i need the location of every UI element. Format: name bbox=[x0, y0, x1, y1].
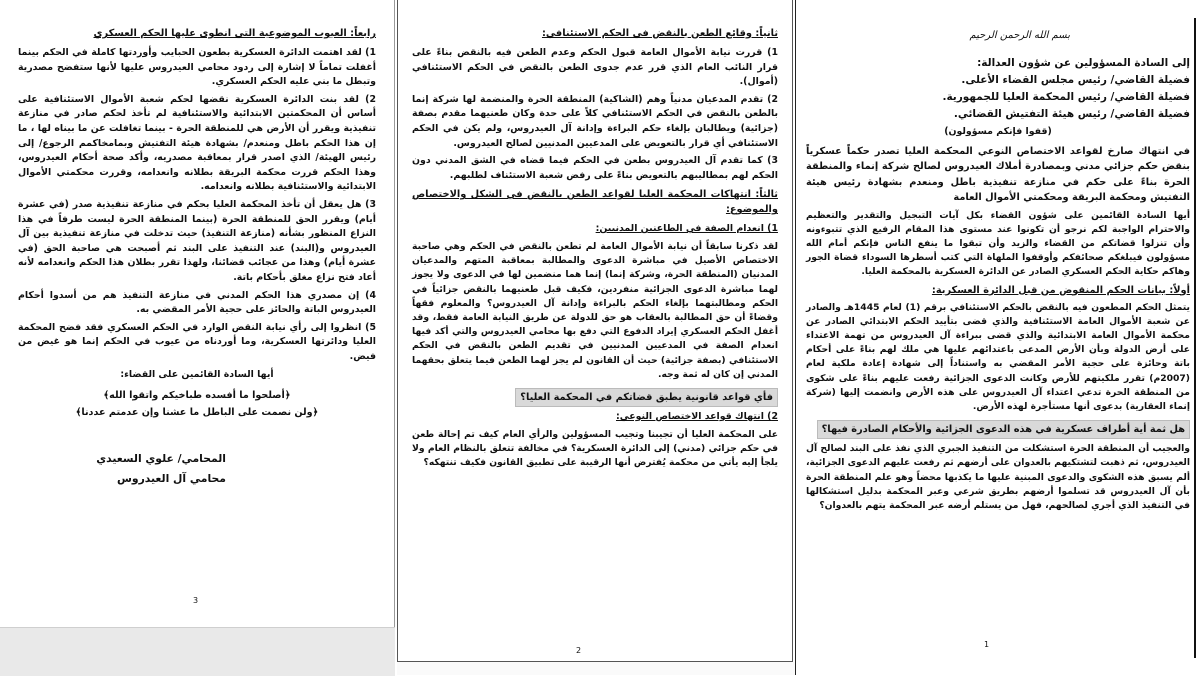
paragraph: 2) تقدم المدعيان مدنياً وهم (الشاكية) المنطقة الحرة والمنضمة لها شركة إنما بالطعن بالنقض في الحكم الاستئنافي كلاً على حدة وكان طعنيهما مقدم بصفة (جزائية) ويطالبان بإلغاء حكم البراءة وإدانة آل العيدروس، ولم يكن في الحكم الاستئنافي أي قرار بالتعويض على المدعيين المدنيين لصالح العيدروس. bbox=[412, 93, 778, 149]
page-number: 2 bbox=[576, 646, 582, 655]
subsection-heading: 1) انعدام الصفة في الطاعنين المدنيين: bbox=[595, 223, 778, 235]
paragraph: 5) انظروا إلى رأي نيابة النقض الوارد في الحكم العسكري فقد فضح المحكمة العليا ودائرتها العسكرية، وما أوردناه من عيوب في الحكم إنما هو غيض من فيض. bbox=[18, 321, 376, 362]
paragraph: 3) كما تقدم آل العيدروس بطعن في الحكم فيما قضاه في الشق المدني دون الحكم لهم بمطاليبهم بالتعويض بناءً على رفض شعبة الاستئناف لطلبهم. bbox=[412, 155, 778, 181]
document-page-2 bbox=[397, 0, 793, 662]
closing-address: أيها السادة القائمين على القضاء: bbox=[120, 369, 274, 381]
closing-quote: ﴿ولن نصمت على الباطل ما عشنا وإن عدمتم عددنا﴾ bbox=[75, 407, 319, 419]
intro-statement: في انتهاك صارخ لقواعد الاختصاص النوعي المحكمة العليا تصدر حكماً عسكرياً بنقض حكم جزائي مدني وبمصادرة أملاك العيدروس لصالح شركة إنماء والمنطقة الحرة بناءً على حكم في منازعة تنفيذية باطل ومنعدم بشهادة رئيس هيئة التفتيش ومحكمة البريقة ومحكمتي الأموال العامة bbox=[806, 145, 1190, 204]
paragraph: 4) إن مصدري هذا الحكم المدني في منازعة التنفيذ هم من أسدوا أحكام العيدروس الباتة والحائز على حجية الأمر المقضي به. bbox=[18, 289, 376, 316]
highlighted-question: فأي قواعد قانونية يطبق قضاتكم في المحكمة العليا؟ bbox=[515, 388, 778, 407]
document-page-1 bbox=[795, 0, 1200, 675]
section-heading: أولاً: بيانات الحكم المنقوض من قبل الدائرة العسكرية: bbox=[931, 284, 1190, 296]
paragraph: أيها السادة القائمين على شؤون القضاء بكل آيات التبجيل والتقدير والتعظيم والاحترام الواجبة لكم نرجو أن تكونوا عند مستوى هذا المقام الرفيع الذي تتبوءونه وأن تنزلوا قضاتكم من القضاء والزيد وأن تبقوا ما ينفع الناس فإنكم أمام الله مسؤولون فيبلغكم صحائفكم وأوقفوا الملهاة التي كتب أسطرها السوداء قضاة الجور وهاكم حكاية الحكم العسكري الصادر عن الدائرة العسكرية بالمحكمة العليا. bbox=[806, 209, 1190, 278]
addressee-line: فضيلة القاضي/ رئيس مجلس القضاء الأعلى. bbox=[961, 74, 1190, 86]
section-heading: رابعاً: العيوب الموضوعية التي انطوى عليها الحكم العسكري bbox=[93, 28, 376, 39]
addressee-line: فضيلة القاضي/ رئيس المحكمة العليا للجمهورية. bbox=[942, 91, 1190, 103]
bismillah-heading: بسم الله الرحمن الرحيم bbox=[969, 30, 1070, 41]
warning-line: (قفوا فإنكم مسؤولون) bbox=[944, 126, 1052, 137]
paragraph: 1) قررت نيابة الأموال العامة قبول الحكم وعدم الطعن فيه بالنقض بناءً على قرار النائب العام الذي قرر عدم جدوى الطعن بالنقض في الحكم الاستئنافي (أموال). bbox=[412, 47, 778, 88]
addressee-line: فضيلة القاضي/ رئيس هيئة التفتيش القضائي. bbox=[953, 108, 1190, 120]
page-number: 3 bbox=[193, 596, 199, 605]
paragraph: 2) لقد بنت الدائرة العسكرية نقضها لحكم شعبة الأموال الاستئنافية على أساس أن المحكمتين الابتدائية والاستئنافية لم تأخذ لحكم صادر في منازعة تنفيذية ويقرر أن الأرض هي للمنطقة الحرة - بينما تغافلت عن ما بيناه لها ، ما إن هذا الحكم باطل ومنعدم/ بشهادة هيئة التفتيش وبمامخاكمم الرجوع/ إلى رئيس الهيئة/ الذي اصدر قرار بمعاقبة مصدريه، وأكد صحة أحكام العيدروس، وهذا الحكم قررت محكمة البريقة بطلانه وانعدامه، وقررت محكمتي الأموال الابتدائية والاستئنافية بطلانه وانعدامه. bbox=[18, 93, 376, 193]
section-heading: ثالثاً: انتهاكات المحكمة العليا لقواعد الطعن بالنقض في الشكل والاختصاص والموضوع: bbox=[412, 189, 778, 216]
subsection-heading: 2) انتهاك قواعد الاختصاص النوعي: bbox=[615, 410, 778, 422]
paragraph: لقد ذكرنا سابقاً أن نيابة الأموال العامة لم تطعن بالنقض في الحكم وهي صاحبة الاختصاص الأصيل في مباشرة الدعوى والمطالبة بمعاقبة المتهم والمدعيان المدنيان (المنطقة الحرة، وشركة إنما) إنما هما منضمين لها في الدعوى ولا يجوز لهما مباشرة الدعوى الجزائية منفردين، فكيف قبل طعنيهما بالنقض جزائياً في الحكم ومطالبتهما بإلغاء الحكم بالبراءة وإدانة آل العيدروس؟ والمعلوم فقهاً وقضاءً أن حق المطالبة بالعقاب هو حق للدولة عن طريق النيابة العامة فقط، وقد أغفل الحكم العسكري إيراد الدفوع التي دفع بها محامي العيدروس والتي أكد فيها انعدام الصفة في المدعيين المدنيين في تقديم الطعن بالنقض في الحكم الاستئنافي (بصفة جزائية) حيث أن القانون لم يجز لهما الطعن فيما يتعلق بحقهما المدني إن كان له ثمة وجه. bbox=[412, 240, 778, 380]
paragraph: 3) هل يعقل أن تأخذ المحكمة العليا بحكم في منازعة تنفيذية صدر (في عشرة أيام) ويقرر الحق للمنطقة الحرة (بينما المنطقة الحرة ليست طرفاً في هذا النزاع المنظور بشأنه (منازعة التنفيذ) حيث تدخلت في منازعة تنفيذية بين آل العيدروس و(البند) عند التنفيذ على البند ثم أصبحت هي صاحبة الحق (في عشرة أيام) وهذا من عجائب قضائنا، ولهذا تقرر بطلان هذا الحكم وانعدامه لأنه أعاد فتح نزاع مغلق بأحكام باتة. bbox=[18, 198, 376, 283]
addressee-line: إلى السادة المسؤولين عن شؤون العدالة: bbox=[977, 57, 1190, 69]
section-heading: ثانياً: وقائع الطعن بالنقض في الحكم الاستئنافي: bbox=[541, 28, 778, 39]
highlighted-question: هل ثمة أية أطراف عسكرية في هذه الدعوى الجزائية والأحكام الصادرة فيها؟ bbox=[817, 420, 1190, 439]
paragraph: 1) لقد اهتمت الدائرة العسكرية بطعون الحبايب وأوردتها كاملة في الحكم بينما أغفلت تماماً لا إشارة إلى ردود محامي العيدروس عليها لأنها ستفضح مصدرية وتبطل ما بني عليه الحكم العسكري. bbox=[18, 47, 376, 88]
page-footer-strip bbox=[0, 627, 395, 676]
closing-quote: ﴿أصلحوا ما أفسده طباخيكم واتقوا الله﴾ bbox=[103, 390, 291, 402]
paragraph: يتمثل الحكم المطعون فيه بالنقض بالحكم الاستئنافي برقم (1) لعام 1445هـ والصادر عن شعبة الأموال العامة الاستئنافية والذي قضى بتأييد الحكم الابتدائي الصادر عن محكمة الأموال العامة الابتدائية والذي قضى ببراءة آل العيدروس من تهمة الاعتداء على أرض الدولة وبأن الأرض المدعى باعتدائهم عليها هي ملك لهم بناءً على أحكام باتة وحائزة على حجية الأمر المقضي به واستناداً إلى شهادة إعادة ملكية لعام (2007م) تقرر ملكيتهم للأرض وكانت الدعوى الجزائية رفعت عليهم بناءً على شكوى من المنطقة الحرة تدعي اعتداء آل العيدروس على هذه الأرض وانضمت إليها (شركة إنماء العقارية) بدعوى أنها مستأجرة لهذه الأرض. bbox=[806, 301, 1190, 413]
paragraph: على المحكمة العليا أن تجيبنا وتجيب المسؤولين والرأي العام كيف تم إحالة طعن في حكم جزائي (مدني) إلى الدائرة العسكرية؟ في مخالفة تتعلق بالنظام العام ولا يلجأ إليه يأتي من محكمة يُفترض أنها الرقيبة على تطبيق القانون فكيف تنتهكه؟ bbox=[412, 428, 778, 468]
page-gap bbox=[397, 662, 795, 675]
signature-title: محامي آل العيدروس bbox=[116, 472, 226, 486]
document-page-3 bbox=[0, 0, 395, 627]
page-number: 1 bbox=[984, 640, 990, 649]
signature-name: المحامي/ علوي السعيدي bbox=[96, 452, 226, 466]
paragraph: والعجيب أن المنطقة الحرة استشكلت من التنفيذ الجبري الذي نفذ على البند لصالح آل العيدروس، ثم ذهبت لتشتكيهم بالعدوان على أرضهم ثم رفعت عليهم الدعوى الجزائية، ألم يسبق هذه الشكوى والدعوى المبنية عليها ما يكذبها محضاً وهو علم المنطقة الحرة بأن آل العيدروس قد تسلموا أرضهم بطريق شرعي وعبر المحكمة بدليل استشكالها في التنفيذ الذي أجري لصالحهم، فهل من يستلم أرضه عبر المحكمة يتهم بالعدوان؟ bbox=[806, 443, 1190, 512]
